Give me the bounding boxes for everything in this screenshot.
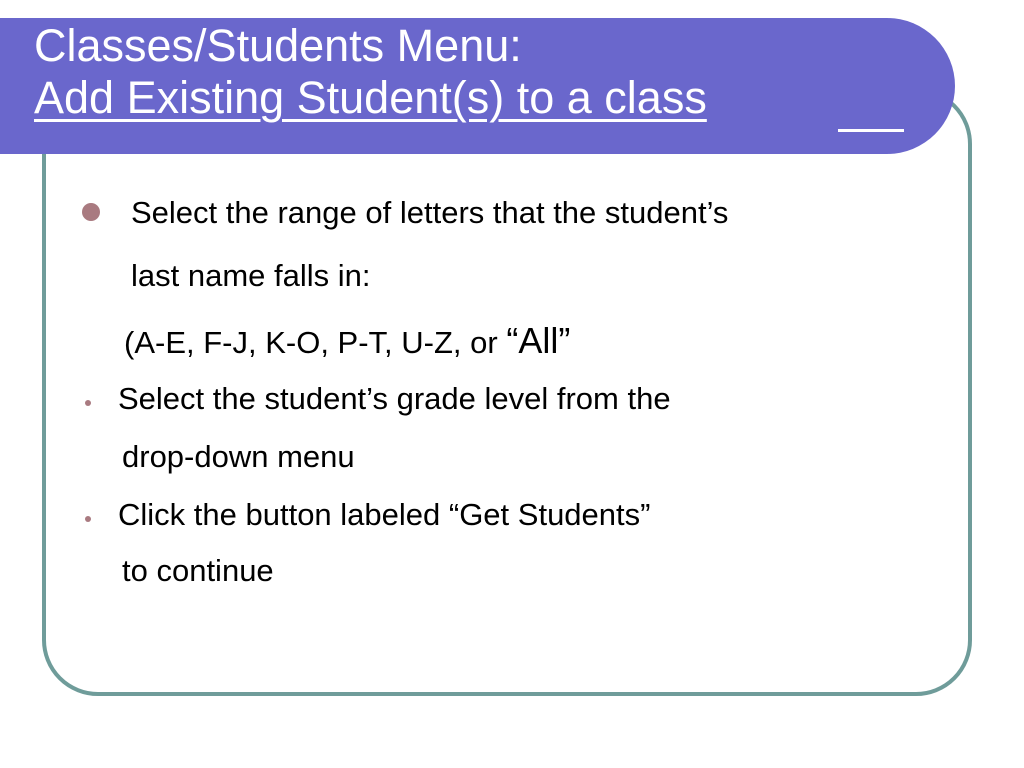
title-underline-extension bbox=[838, 129, 904, 132]
bullet-2-line-2: drop-down menu bbox=[122, 439, 355, 474]
bullet-dot-icon bbox=[85, 400, 91, 406]
bullet-2-line-1: Select the student’s grade level from the bbox=[118, 381, 671, 416]
title-line-1: Classes/Students Menu: bbox=[34, 20, 522, 71]
bullet-3-line-2: to continue bbox=[122, 553, 274, 588]
all-option-text: “All” bbox=[506, 320, 571, 361]
bullet-dot-icon bbox=[85, 516, 91, 522]
bullet-3-line-1: Click the button labeled “Get Students” bbox=[118, 497, 651, 532]
bullet-1-line-1: Select the range of letters that the student’s bbox=[131, 195, 729, 230]
bullet-1-line-2: last name falls in: bbox=[131, 258, 371, 293]
bullet-1-line-3 bbox=[124, 320, 571, 361]
letter-range-list: (A-E, F-J, K-O, P-T, U-Z, or bbox=[124, 325, 507, 360]
slide-title bbox=[34, 20, 707, 124]
bullet-circle-icon bbox=[82, 203, 100, 221]
title-line-2: Add Existing Student(s) to a class bbox=[34, 72, 707, 123]
